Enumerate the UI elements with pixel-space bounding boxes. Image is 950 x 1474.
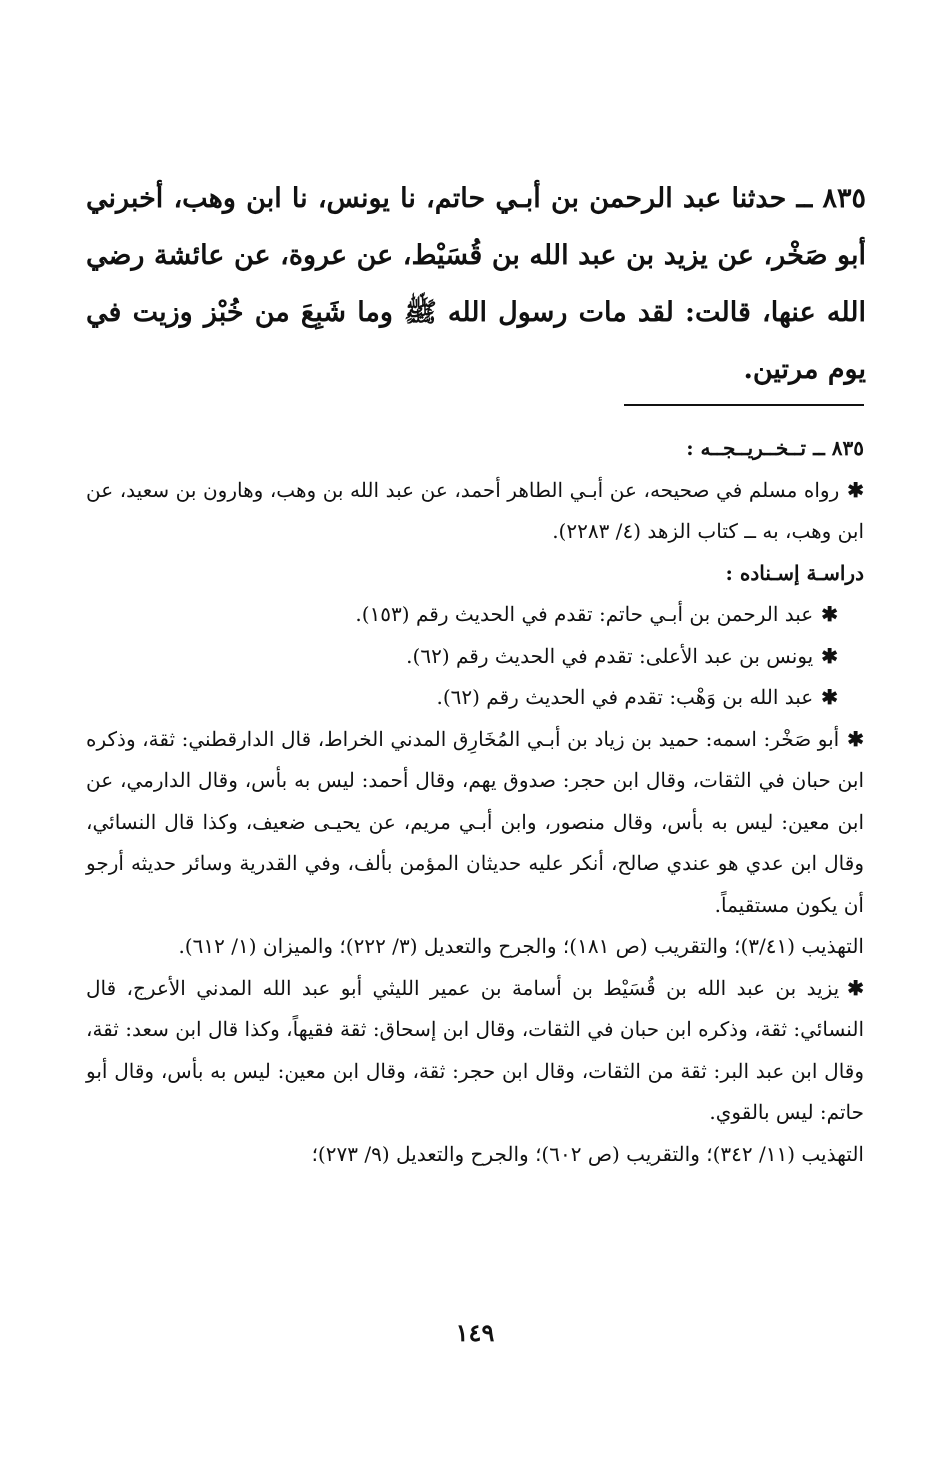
narrator-text: عبد الله بن وَهْب: تقدم في الحديث رقم (٦٢).: [436, 685, 814, 709]
abu-sakhr-text: أبو صَخْر: اسمه: حميد بن زياد بن أبـي المُخَارِق المدني الخراط، قال الدارقطني: ثقة، وذكره ابن حبان في الثقات، وقال ابن حجر: صدوق يهم، وقال أحمد: ليس به بأس، وقال الدارمي، عن ابن معين: ليس به بأس، وقال منصور، وابن أبـي مريم، عن يحيـى ضعيف، وكذا قال النسائي، وقال ابن عدي هو عندي صالح، أنكر عليه حديثان المؤمن بألف، وفي القدرية وسائر حديثه أرجو أن يكون مستقيماً.: [86, 726, 864, 917]
abu-sakhr-paragraph: [86, 719, 864, 927]
bullet-icon: ✱: [821, 685, 838, 709]
footnote-divider: [624, 404, 864, 406]
narrator-item: [86, 594, 864, 636]
hadith-text: [86, 170, 866, 398]
takhrij-paragraph: [86, 470, 864, 553]
bullet-icon: ✱: [847, 477, 864, 502]
bullet-icon: ✱: [847, 975, 864, 1000]
hadith-body: ــ حدثنا عبد الرحمن بن أبـي حاتم، نا يونس، نا ابن وهب، أخبرني أبو صَخْر، عن يزيد بن عبد الله بن قُسَيْط، عن عروة، عن عائشة رضي الله عنها، قالت: لقد مات رسول الله ﷺ وما شَبِعَ من خُبْز وزيت في يوم مرتين.: [86, 183, 866, 385]
narrator-item: [86, 677, 864, 719]
bullet-icon: ✱: [847, 726, 864, 751]
narrator-text: عبد الرحمن بن أبـي حاتم: تقدم في الحديث رقم (١٥٣).: [355, 602, 814, 626]
bullet-icon: ✱: [821, 643, 838, 668]
narrator-item: [86, 636, 864, 678]
footnotes: [86, 428, 864, 1175]
yazid-paragraph: [86, 968, 864, 1134]
narrator-text: يونس بن عبد الأعلى: تقدم في الحديث رقم (٦٢).: [406, 643, 814, 668]
takhrij-heading: ٨٣٥ ــ تــخــريــجــه :: [686, 436, 864, 460]
dirasa-heading: دراسـة إسـناده :: [725, 560, 864, 585]
hadith-number: ٨٣٥: [822, 183, 866, 214]
yazid-references: التهذيب (١١/ ٣٤٢)؛ والتقريب (ص ٦٠٢)؛ والجرح والتعديل (٩/ ٢٧٣)؛: [311, 1141, 864, 1166]
page-number: ١٤٩: [455, 1318, 495, 1347]
bullet-icon: ✱: [821, 602, 838, 626]
abu-sakhr-references: التهذيب (٣/٤١)؛ والتقريب (ص ١٨١)؛ والجرح والتعديل (٣/ ٢٢٢)؛ والميزان (١/ ٦١٢).: [178, 934, 864, 958]
yazid-text: يزيد بن عبد الله بن قُسَيْط بن أسامة بن عمير الليثي أبو عبد الله المدني الأعرج، قال النسائي: ثقة، وذكره ابن حبان في الثقات، وقال ابن إسحاق: ثقة فقيهاً، وكذا قال ابن سعد: ثقة، وقال ابن عبد البر: ثقة من الثقات، وقال ابن حجر: ثقة، وقال ابن معين: ليس به بأس، وقال أبو حاتم: ليس بالقوي.: [86, 975, 864, 1124]
takhrij-text: رواه مسلم في صحيحه، عن أبـي الطاهر أحمد، عن عبد الله بن وهب، وهارون بن سعيد، عن ابن وهب، به ــ كتاب الزهد (٤/ ٢٢٨٣).: [86, 477, 864, 543]
